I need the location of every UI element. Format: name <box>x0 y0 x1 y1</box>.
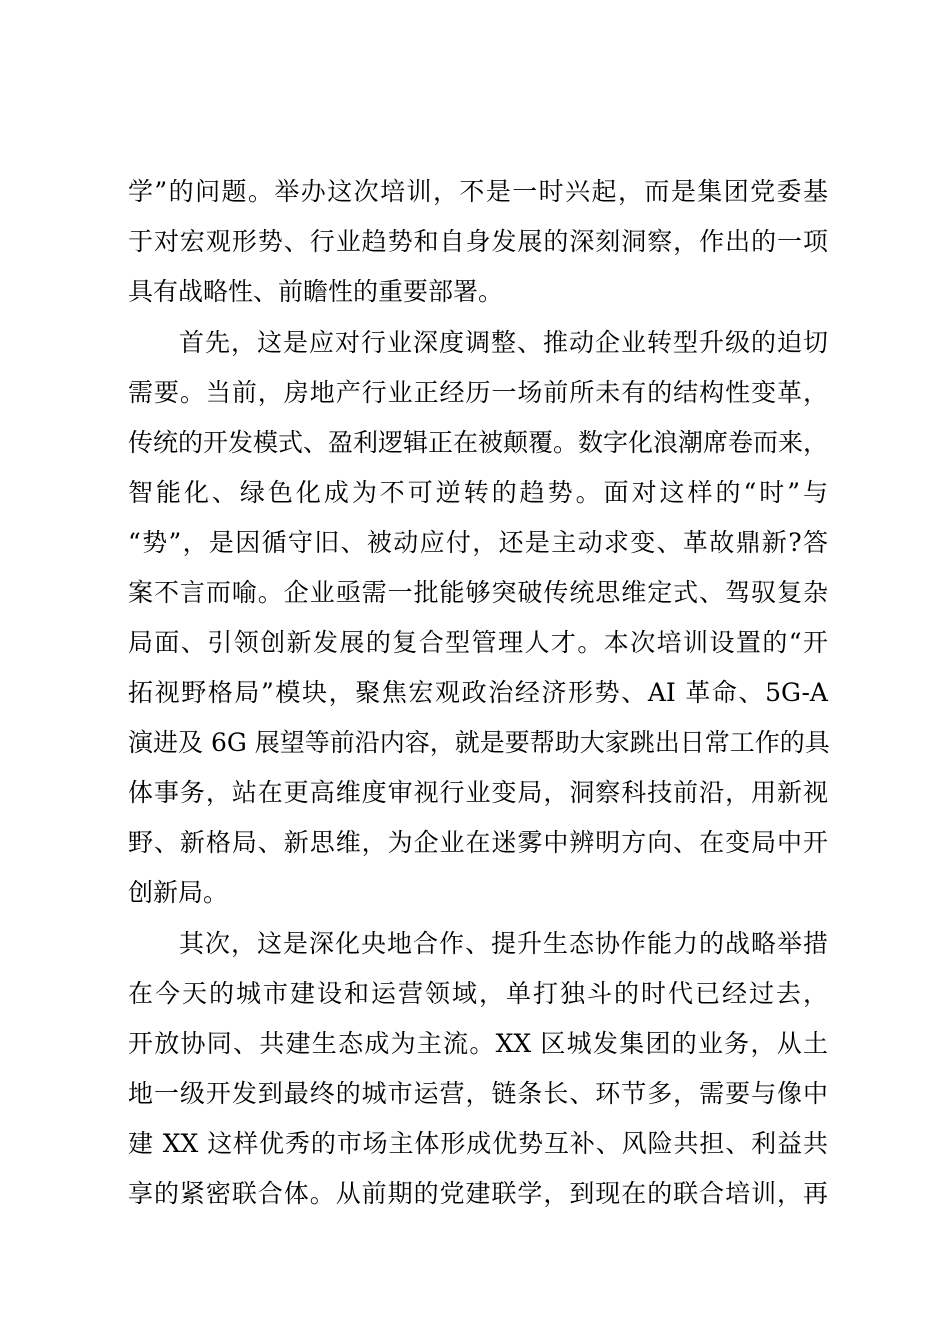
paragraph-1-line-2: 于对宏观形势、行业趋势和自身发展的深刻洞察，作出的一项 <box>128 227 828 256</box>
paragraph-2-line-1: 首先，这是应对行业深度调整、推动企业转型升级的迫切 <box>179 328 828 357</box>
paragraph-2-line-7: 局面、引领创新发展的复合型管理人才。本次培训设置的“开 <box>128 628 828 657</box>
paragraph-2-line-11: 野、新格局、新思维，为企业在迷雾中辨明方向、在变局中开 <box>128 828 828 857</box>
paragraph-3-line-6: 享的紧密联合体。从前期的党建联学，到现在的联合培训，再 <box>128 1179 828 1208</box>
paragraph-3-line-3: 开放协同、共建生态成为主流。XX 区城发集团的业务，从土 <box>128 1029 828 1058</box>
paragraph-2-line-2: 需要。当前，房地产行业正经历一场前所未有的结构性变革， <box>128 378 828 407</box>
paragraph-2-line-5: “势”，是因循守旧、被动应付，还是主动求变、革故鼎新?答 <box>128 528 828 557</box>
paragraph-2-line-9: 演进及 6G 展望等前沿内容，就是要帮助大家跳出日常工作的具 <box>128 728 830 757</box>
paragraph-1-line-1: 学”的问题。举办这次培训，不是一时兴起，而是集团党委基 <box>128 177 828 206</box>
paragraph-1-line-3: 具有战略性、前瞻性的重要部署。 <box>128 277 504 306</box>
paragraph-2-line-4: 智能化、绿色化成为不可逆转的趋势。面对这样的“时”与 <box>128 478 828 507</box>
paragraph-3-line-4: 地一级开发到最终的城市运营，链条长、环节多，需要与像中 <box>128 1079 828 1108</box>
paragraph-3-line-5: 建 XX 这样优秀的市场主体形成优势互补、风险共担、利益共 <box>128 1129 828 1158</box>
paragraph-3-line-1: 其次，这是深化央地合作、提升生态协作能力的战略举措 <box>179 929 828 958</box>
paragraph-2-line-12: 创新局。 <box>128 878 229 907</box>
paragraph-2-line-10: 体事务，站在更高维度审视行业变局，洞察科技前沿，用新视 <box>128 778 828 807</box>
paragraph-2-line-6: 案不言而喻。企业亟需一批能够突破传统思维定式、驾驭复杂 <box>128 578 828 607</box>
paragraph-2-line-3: 传统的开发模式、盈利逻辑正在被颠覆。数字化浪潮席卷而来， <box>128 428 829 457</box>
paragraph-2-line-8: 拓视野格局”模块，聚焦宏观政治经济形势、AI 革命、5G-A <box>128 678 828 707</box>
paragraph-3-line-2: 在今天的城市建设和运营领域，单打独斗的时代已经过去， <box>128 979 828 1008</box>
